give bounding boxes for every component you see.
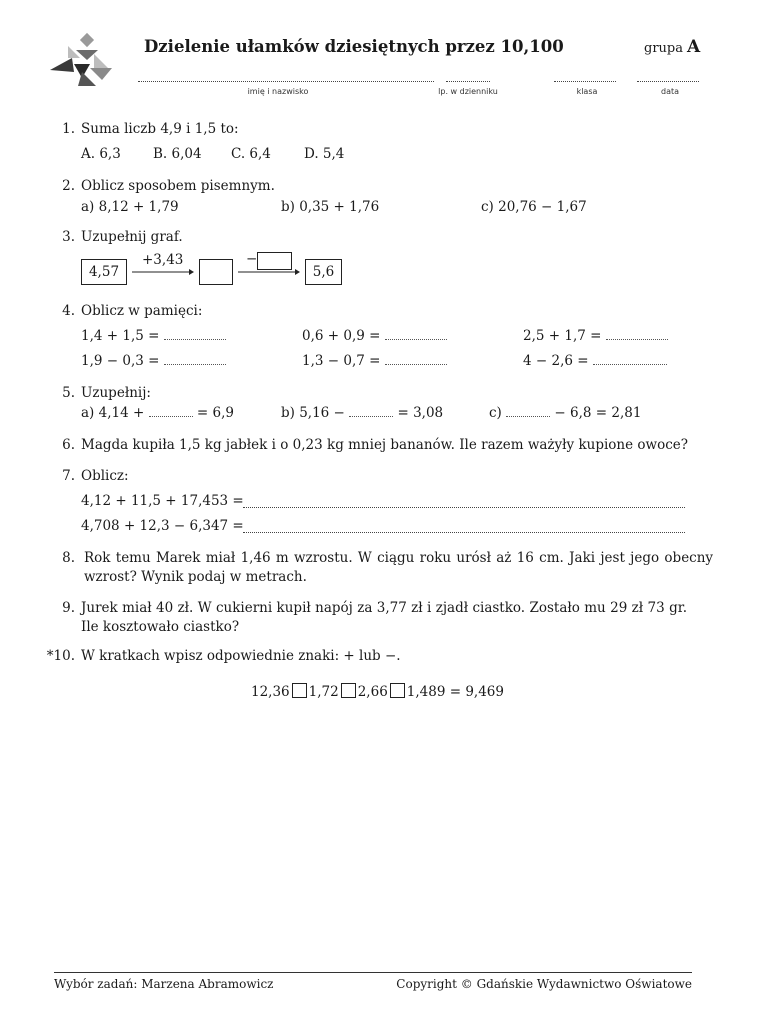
question-text: W kratkach wpisz odpowiednie znaki: + lub −. — [81, 648, 401, 664]
question-text: Oblicz w pamięci: — [81, 303, 203, 319]
sign-box[interactable] — [292, 683, 307, 698]
question-number: 9. — [62, 600, 75, 616]
graph-arrow — [238, 268, 300, 276]
class-field[interactable] — [554, 80, 616, 82]
question-text: Uzupełnij graf. — [81, 229, 183, 245]
name-field[interactable] — [138, 80, 434, 82]
answer-blank[interactable] — [149, 404, 193, 417]
graph-arrow — [132, 268, 194, 276]
group-letter: A — [686, 37, 701, 57]
class-caption: klasa — [576, 87, 598, 96]
question-text: Magda kupiła 1,5 kg jabłek i o 0,23 kg mniej bananów. Ile razem ważyły kupione owoce? — [81, 437, 688, 453]
sign-equation: 12,36 1,72 2,66 1,489 = 9,469 — [251, 684, 504, 700]
date-caption: data — [660, 87, 680, 96]
exercise-item: c) 20,76 − 1,67 — [481, 199, 587, 215]
mental-math-item: 1,4 + 1,5 = — [81, 327, 226, 345]
question-text: Uzupełnij: — [81, 385, 151, 401]
question-text-line2: wzrost? Wynik podaj w metrach. — [84, 569, 307, 585]
question-text: Suma liczb 4,9 i 1,5 to: — [81, 121, 239, 137]
graph-operation-label: +3,43 — [142, 252, 184, 268]
question-number: 7. — [62, 468, 75, 484]
exercise-item: a) 8,12 + 1,79 — [81, 199, 179, 215]
footer-author: Wybór zadań: Marzena Abramowicz — [54, 977, 274, 991]
answer-blank[interactable] — [385, 352, 447, 365]
answer-line[interactable] — [243, 531, 685, 533]
answer-option-c[interactable]: C. 6,4 — [231, 146, 271, 162]
expression: 4,708 + 12,3 − 6,347 = — [81, 518, 244, 534]
graph-operation-sign: − — [246, 251, 258, 267]
name-caption: imię i nazwisko — [247, 87, 309, 96]
question-number: 2. — [62, 178, 75, 194]
question-number: 8. — [62, 550, 75, 566]
answer-blank[interactable] — [349, 404, 393, 417]
class-number-field[interactable] — [446, 80, 490, 82]
answer-line[interactable] — [243, 506, 685, 508]
question-number: *10. — [46, 648, 75, 664]
mental-math-item: 1,3 − 0,7 = — [302, 352, 447, 370]
mental-math-item: 1,9 − 0,3 = — [81, 352, 226, 370]
question-text-line1: Rok temu Marek miał 1,46 m wzrostu. W ciągu roku urósł aż 16 cm. Jaki jest jego obecny — [84, 550, 714, 566]
fill-in-item: c) − 6,8 = 2,81 — [489, 405, 642, 421]
expression: 4,12 + 11,5 + 17,453 = — [81, 493, 244, 509]
question-text-line2: Ile kosztowało ciastko? — [81, 619, 240, 635]
sign-box[interactable] — [341, 683, 356, 698]
answer-blank[interactable] — [385, 327, 447, 340]
answer-option-d[interactable]: D. 5,4 — [304, 146, 345, 162]
graph-start-box: 4,57 — [81, 259, 127, 285]
publisher-logo — [46, 32, 118, 90]
exercise-item: b) 0,35 + 1,76 — [281, 199, 380, 215]
answer-blank[interactable] — [606, 327, 668, 340]
worksheet-title: Dzielenie ułamków dziesiętnych przez 10,100 — [144, 37, 564, 56]
mental-math-item: 4 − 2,6 = — [523, 352, 667, 370]
date-field[interactable] — [637, 80, 699, 82]
mental-math-item: 0,6 + 0,9 = — [302, 327, 447, 345]
graph-end-box: 5,6 — [305, 259, 342, 285]
group-label-text: grupa — [644, 41, 683, 56]
footer-copyright: Copyright © Gdańskie Wydawnictwo Oświatowe — [396, 977, 692, 991]
fill-in-item: b) 5,16 − = 3,08 — [281, 405, 444, 421]
question-number: 3. — [62, 229, 75, 245]
answer-option-b[interactable]: B. 6,04 — [153, 146, 202, 162]
question-text: Oblicz: — [81, 468, 129, 484]
question-text: Oblicz sposobem pisemnym. — [81, 178, 275, 194]
fill-in-item: a) 4,14 + = 6,9 — [81, 405, 234, 421]
group-label — [644, 37, 700, 57]
answer-option-a[interactable]: A. 6,3 — [81, 146, 121, 162]
question-number: 6. — [62, 437, 75, 453]
question-text-line1: Jurek miał 40 zł. W cukierni kupił napój za 3,77 zł i zjadł ciastko. Zostało mu 29 zł 73 gr. — [81, 600, 687, 616]
answer-blank[interactable] — [593, 352, 667, 365]
class-number-caption: lp. w dzienniku — [438, 87, 498, 96]
graph-blank-box[interactable] — [199, 259, 233, 285]
answer-blank[interactable] — [164, 352, 226, 365]
question-number: 5. — [62, 385, 75, 401]
sign-box[interactable] — [390, 683, 405, 698]
footer-rule — [54, 972, 692, 973]
question-number: 1. — [62, 121, 75, 137]
mental-math-item: 2,5 + 1,7 = — [523, 327, 668, 345]
question-number: 4. — [62, 303, 75, 319]
answer-blank[interactable] — [164, 327, 226, 340]
answer-blank[interactable] — [506, 404, 550, 417]
